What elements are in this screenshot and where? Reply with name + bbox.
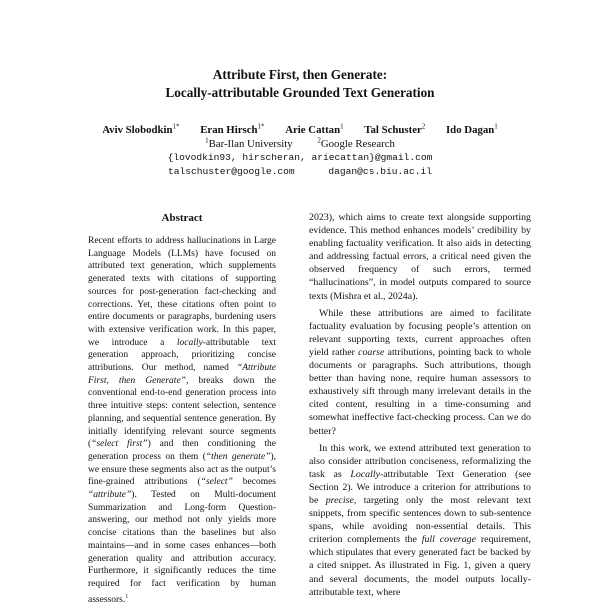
body-column-right xyxy=(309,211,531,599)
paper-title-line-1: Attribute First, then Generate: xyxy=(212,67,388,82)
paragraph: 2023), which aims to create text alongside supporting evidence. This method enhances models’ credibility by enabling factuality verification. It also aids in detecting and addressing factual errors, a critical need given the observed frequency of such errors, termed “hallucinations”, in model outputs compared to source texts (Mishra et al., 2024a). xyxy=(309,212,531,302)
author: Eran Hirsch$^{1*}$ xyxy=(200,122,265,136)
abstract-heading: Abstract xyxy=(161,212,203,224)
paper-title xyxy=(0,66,600,102)
email-address: dagan@cs.biu.ac.il xyxy=(328,166,433,177)
affiliation: $^2$Google Research xyxy=(317,136,395,150)
affiliations xyxy=(0,134,600,151)
paragraph: In this work, we extend attributed text generation to also consider attribution conciseness, reformalizing the task as Locally-attributable Text Generation (see Section 2). We introduce a criterion for attributions to be precise, targeting only the most relevant text snippets, from specific sentences down to sub-sentence spans, while avoiding non-essential details. This criterion complements the full coverage requirement, which stipulates that every generated fact be backed by a cited snippet. As illustrated in Fig. 1, given a query and several documents, the model outputs locally-attributable text, where xyxy=(309,442,532,598)
paper-title-line-2: Locally-attributable Grounded Text Generation xyxy=(165,85,435,100)
author: Ido Dagan$^1$ xyxy=(445,122,498,136)
affiliation: $^1$Bar-Ilan University xyxy=(205,136,293,150)
author: Tal Schuster$^2$ xyxy=(364,122,426,136)
author: Arie Cattan$^1$ xyxy=(285,122,344,136)
paragraph: While these attributions are aimed to facilitate factuality evaluation by focusing people’s attention on relevant supporting texts, current approaches often yield rather coarse attributions, pointing back to whole documents or paragraphs. Such attributions, though better than having none, require human assessors to exhaustively sift through many irrelevant details in the cited content, resulting in a time-consuming and somewhat ineffective fact-checking process. Can we do better? xyxy=(309,307,531,437)
footnote-mark: 1 xyxy=(125,593,129,600)
email-line-1: {lovodkin93, hirscheran, ariecattan}@gmail.com xyxy=(167,152,433,163)
author: Aviv Slobodkin$^{1*}$ xyxy=(102,122,180,136)
abstract-body: Recent efforts to address hallucinations in Large Language Models (LLMs) have focused on attributed text generation, which supplements generated texts with citations of supporting sources for post-generation fact-checking and corrections. Yet, these citations often point to entire documents or paragraphs, burdening users with extensive verification work. In this paper, we introduce a locally-attributable text generation approach, prioritizing concise attributions. Our method, named “Attribute First, then Generate”, breaks down the conventional end-to-end generation process into three intuitive steps: content selection, sentence planning, and sequential sentence generation. By initially identifying relevant source segments (“select first”) and then conditioning the generation process on them (“then generate”), we ensure these segments also act as the output’s fine-grained attributions (“select” becomes “attribute”). Tested on Multi-document Summarization and Long-form Question-answering, our method not only yields more concise citations than the baselines but also maintains—and in some cases enhances—both generation quality and attribution accuracy. Furthermore, it significantly reduces the time required for fact verification by human assessors.$^1$ xyxy=(88,236,277,605)
email-line-2 xyxy=(0,165,600,178)
email-address: talschuster@google.com xyxy=(167,166,295,177)
